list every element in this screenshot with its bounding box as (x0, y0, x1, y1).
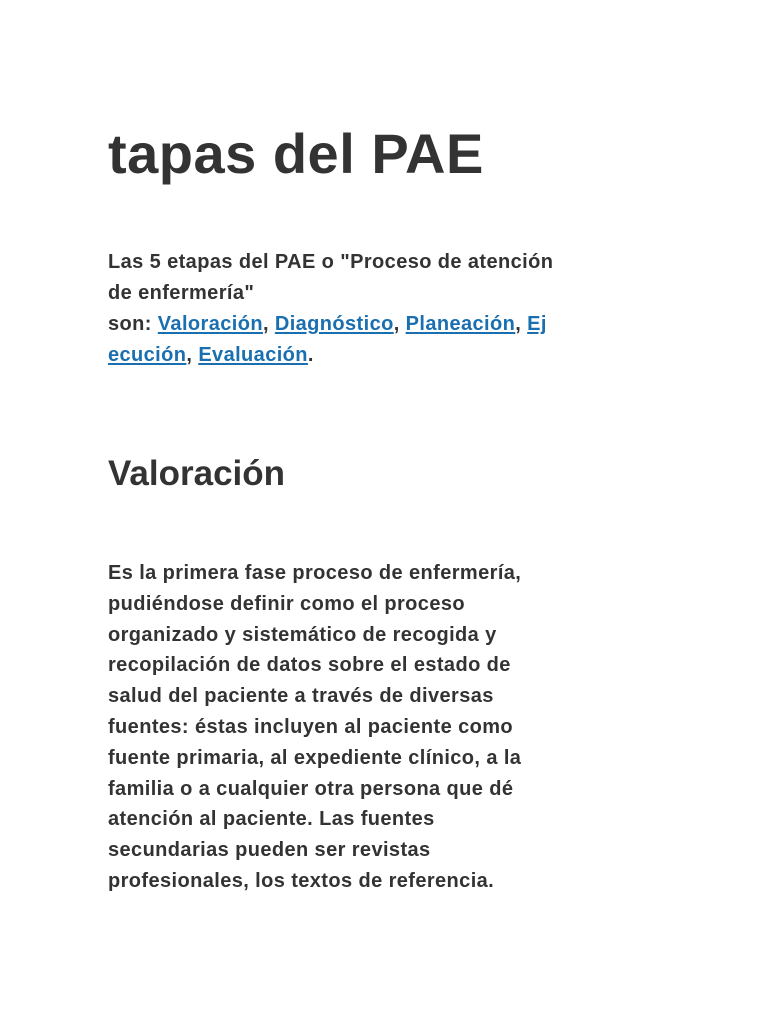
intro-line-2: de enfermería" (108, 282, 255, 304)
body-line: profesionales, los textos de referencia. (108, 869, 495, 892)
body-line: familia o a cualquier otra persona que dé (108, 777, 514, 800)
link-valoracion[interactable]: Valoración (157, 313, 263, 335)
body-line: fuente primaria, al expediente clínico, a la (108, 746, 522, 769)
section-body-valoracion (108, 558, 648, 897)
link-ejecucion-part1[interactable]: Ej (527, 313, 547, 335)
body-line: pudiéndose definir como el proceso (108, 592, 465, 615)
body-line: secundarias pueden ser revistas (108, 839, 431, 862)
link-separator: , (186, 344, 199, 366)
intro-end: . (307, 344, 314, 366)
link-separator: , (262, 313, 275, 335)
body-line: Es la primera fase proceso de enfermería, (108, 562, 522, 584)
page-title: tapas del PAE (108, 122, 484, 185)
intro-paragraph (108, 247, 668, 371)
link-diagnostico[interactable]: Diagnóstico (274, 313, 394, 335)
link-separator: , (515, 313, 528, 335)
link-separator: , (393, 313, 406, 335)
body-line: fuentes: éstas incluyen al paciente como (108, 715, 514, 738)
body-line: salud del paciente a través de diversas (108, 685, 494, 708)
link-ejecucion-part2[interactable]: ecución (108, 344, 187, 366)
link-planeacion[interactable]: Planeación (405, 313, 516, 335)
body-line: atención al paciente. Las fuentes (108, 808, 435, 831)
intro-line-3 (108, 309, 668, 340)
intro-line-1: Las 5 etapas del PAE o "Proceso de atención (108, 251, 554, 273)
section-heading-valoracion: Valoración (108, 454, 286, 493)
intro-line-4 (108, 340, 668, 371)
body-line: organizado y sistemático de recogida y (108, 623, 497, 646)
son-label: son: (108, 313, 158, 335)
body-line: recopilación de datos sobre el estado de (108, 654, 511, 677)
link-evaluacion[interactable]: Evaluación (198, 344, 308, 366)
